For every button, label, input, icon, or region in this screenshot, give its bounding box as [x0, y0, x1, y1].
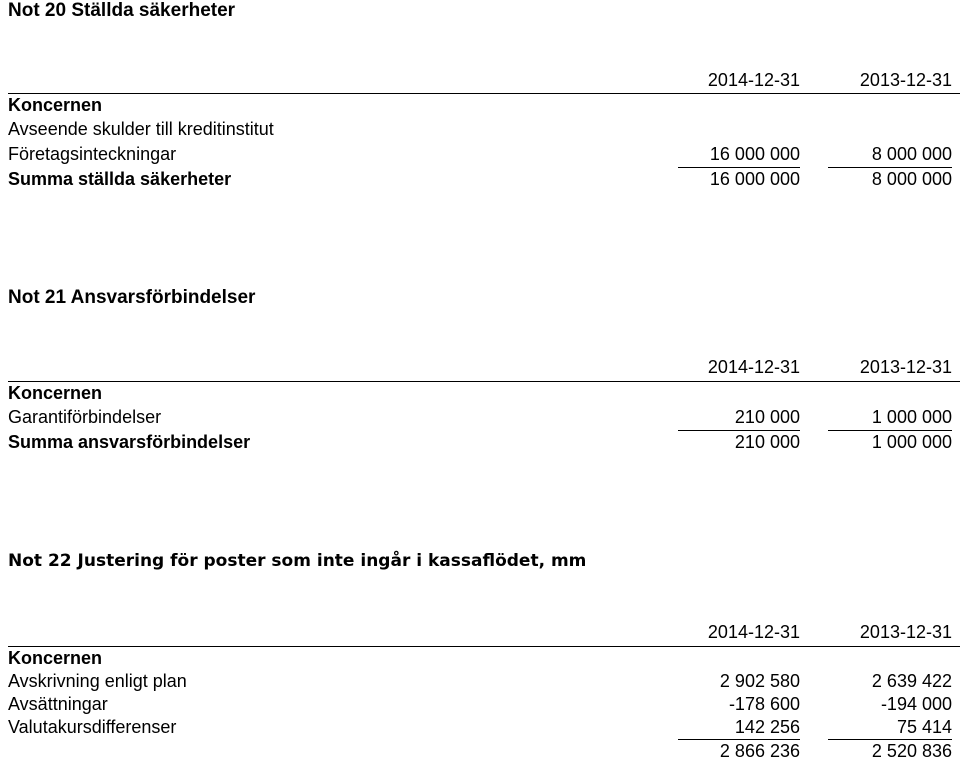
note22-title: Not 22 Justering för poster som inte ingår i kassaflödet, mm [8, 551, 587, 571]
note21-total-label: Summa ansvarsförbindelser [8, 432, 251, 452]
note22-header-rule [8, 646, 960, 647]
note22-row-label: Avsättningar [8, 694, 108, 714]
note20-subtotal-rule-col2 [828, 167, 952, 168]
note20-subtotal-rule-col1 [678, 167, 800, 168]
note21-row-label: Garantiförbindelser [8, 407, 162, 427]
note20-col1-header: 2014-12-31 [707, 70, 800, 90]
note21-col2-header: 2013-12-31 [859, 357, 952, 377]
note20-col2-header: 2013-12-31 [859, 70, 952, 90]
note20-sub-label: Avseende skulder till kreditinstitut [8, 119, 274, 139]
note21-group-label: Koncernen [8, 383, 103, 403]
note22-col2-header: 2013-12-31 [859, 622, 952, 642]
note21-header-rule [8, 381, 960, 382]
note21-title: Not 21 Ansvarsförbindelser [8, 287, 256, 308]
note21-row-value-2013: 1 000 000 [871, 407, 952, 427]
note22-row-label: Avskrivning enligt plan [8, 671, 187, 691]
note21-subtotal-rule-col1 [678, 430, 800, 431]
note22-total-value-2013: 2 520 836 [871, 741, 952, 761]
note22-col1-header: 2014-12-31 [707, 622, 800, 642]
note22-subtotal-rule-col1 [678, 739, 800, 740]
note21-row-value-2014: 210 000 [734, 407, 800, 427]
note21-total-value-2013: 1 000 000 [871, 432, 952, 452]
note20-total-value-2013: 8 000 000 [871, 169, 952, 189]
note22-row-value-2014: -178 600 [728, 694, 800, 714]
note22-subtotal-rule-col2 [828, 739, 952, 740]
note22-total-value-2014: 2 866 236 [719, 741, 800, 761]
note20-total-label: Summa ställda säkerheter [8, 169, 232, 189]
note22-group-label: Koncernen [8, 648, 103, 668]
note21-subtotal-rule-col2 [828, 430, 952, 431]
note22-row-value-2013: -194 000 [880, 694, 952, 714]
note22-row-label: Valutakursdifferenser [8, 717, 177, 737]
note20-total-value-2014: 16 000 000 [709, 169, 800, 189]
note20-row-value-2013: 8 000 000 [871, 144, 952, 164]
note20-row-value-2014: 16 000 000 [709, 144, 800, 164]
note22-row-value-2013: 2 639 422 [871, 671, 952, 691]
note22-row-value-2014: 142 256 [734, 717, 800, 737]
note20-row-label: Företagsinteckningar [8, 144, 177, 164]
note22-row-value-2014: 2 902 580 [719, 671, 800, 691]
note22-row-value-2013: 75 414 [896, 717, 952, 737]
note21-total-value-2014: 210 000 [734, 432, 800, 452]
note21-col1-header: 2014-12-31 [707, 357, 800, 377]
note20-header-rule [8, 93, 960, 94]
note20-title: Not 20 Ställda säkerheter [8, 0, 236, 21]
note20-group-label: Koncernen [8, 95, 103, 115]
